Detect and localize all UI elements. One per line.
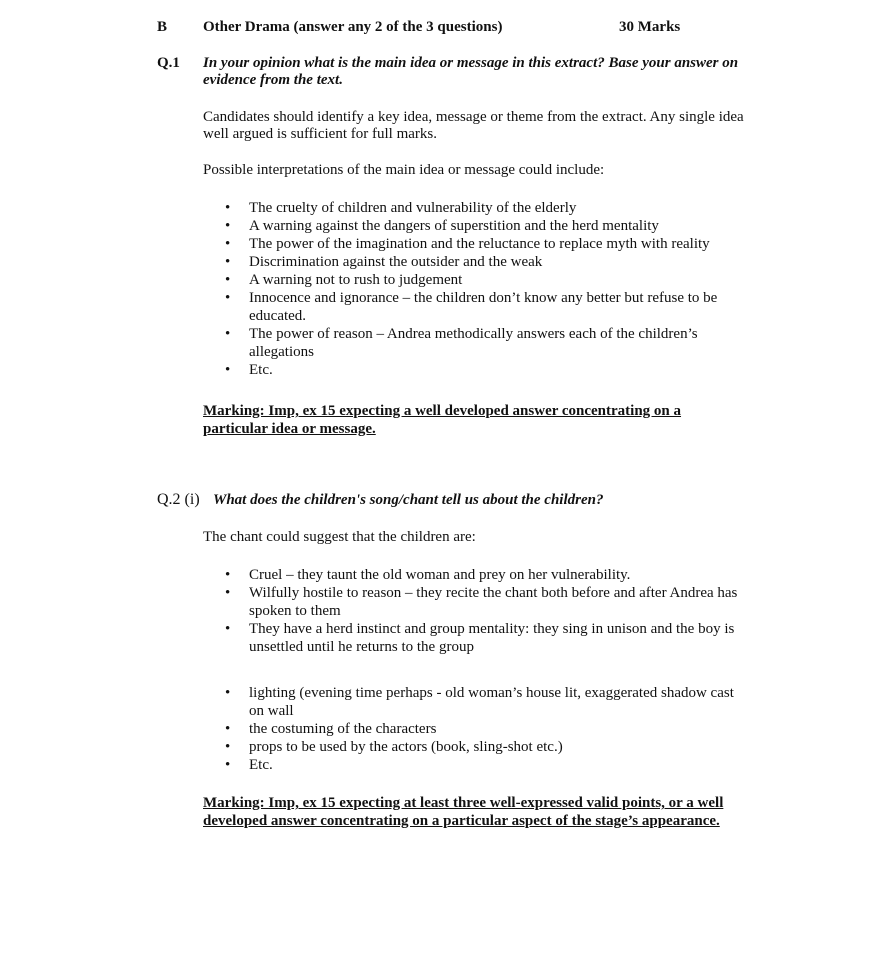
section-letter: B [157,19,168,35]
list-item: • The power of the imagination and the reluctance to replace myth with reality [225,236,710,252]
q1-guidance: Candidates should identify a key idea, message or theme from the extract. Any single idea well argued is sufficient for full marks. [203,109,744,142]
list-item: • lighting (evening time perhaps - old woman’s house lit, exaggerated shadow cast on wall [225,685,734,719]
list-item: • Wilfully hostile to reason – they recite the chant both before and after Andrea has spoken to them [225,585,738,619]
list-item: • They have a herd instinct and group mentality: they sing in unison and the boy is unsettled until he returns to the group [225,621,735,655]
list-item-text: They have a herd instinct and group mentality: they sing in unison and the boy is unsettled until he returns to the group [249,621,735,655]
list-item: • The power of reason – Andrea methodically answers each of the children’s allegations [225,326,698,360]
list-item-text: Etc. [249,757,273,773]
list-item: • Etc. [225,362,273,378]
list-item-text: props to be used by the actors (book, sling-shot etc.) [249,739,563,755]
list-item-text: Etc. [249,362,273,378]
list-item-text: lighting (evening time perhaps - old woman’s house lit, exaggerated shadow cast on wall [249,685,734,719]
list-item: • Discrimination against the outsider and the weak [225,254,543,270]
list-item-text: The cruelty of children and vulnerability of the elderly [249,200,577,216]
q1-bullet-list [203,199,743,379]
list-item-text: Innocence and ignorance – the children don’t know any better but refuse to be educated. [249,290,718,324]
q2-number: Q.2 (i) [157,491,200,508]
q2-intro: The chant could suggest that the children are: [203,529,476,545]
list-item-text: A warning not to rush to judgement [249,272,463,288]
q1-marking-note: Marking: Imp, ex 15 expecting a well developed answer concentrating on a particular idea or message. [203,403,682,437]
list-item: • the costuming of the characters [225,721,437,737]
list-item-text: Cruel – they taunt the old woman and prey on her vulnerability. [249,567,631,583]
list-item: • A warning against the dangers of superstition and the herd mentality [225,218,659,234]
list-item: • Cruel – they taunt the old woman and prey on her vulnerability. [225,567,631,583]
list-item: • Etc. [225,757,273,773]
q2-bullet-list-1 [203,566,743,656]
list-item: • props to be used by the actors (book, sling-shot etc.) [225,739,563,755]
q1-number: Q.1 [157,55,180,71]
list-item-text: the costuming of the characters [249,721,437,737]
list-item-text: A warning against the dangers of superstition and the herd mentality [249,218,659,234]
q2-marking-note: Marking: Imp, ex 15 expecting at least three well-expressed valid points, or a well developed answer concentrating on a particular aspect of the stage’s appearance. [203,795,724,829]
list-item-text: Discrimination against the outsider and the weak [249,254,543,270]
q2-bullet-list-2 [203,684,743,774]
q2-question: What does the children's song/chant tell us about the children? [213,492,604,508]
q1-interpretations-intro: Possible interpretations of the main idea or message could include: [203,162,605,178]
q1-question: In your opinion what is the main idea or message in this extract? Base your answer on evidence from the text. [203,55,739,88]
list-item: • Innocence and ignorance – the children don’t know any better but refuse to be educated. [225,290,718,324]
list-item: • The cruelty of children and vulnerability of the elderly [225,200,577,216]
list-item: • A warning not to rush to judgement [225,272,463,288]
list-item-text: The power of the imagination and the reluctance to replace myth with reality [249,236,710,252]
section-marks: 30 Marks [619,19,681,35]
list-item-text: Wilfully hostile to reason – they recite the chant both before and after Andrea has spoken to them [249,585,738,619]
section-title: Other Drama (answer any 2 of the 3 questions) [203,19,503,35]
list-item-text: The power of reason – Andrea methodically answers each of the children’s allegations [249,326,698,360]
